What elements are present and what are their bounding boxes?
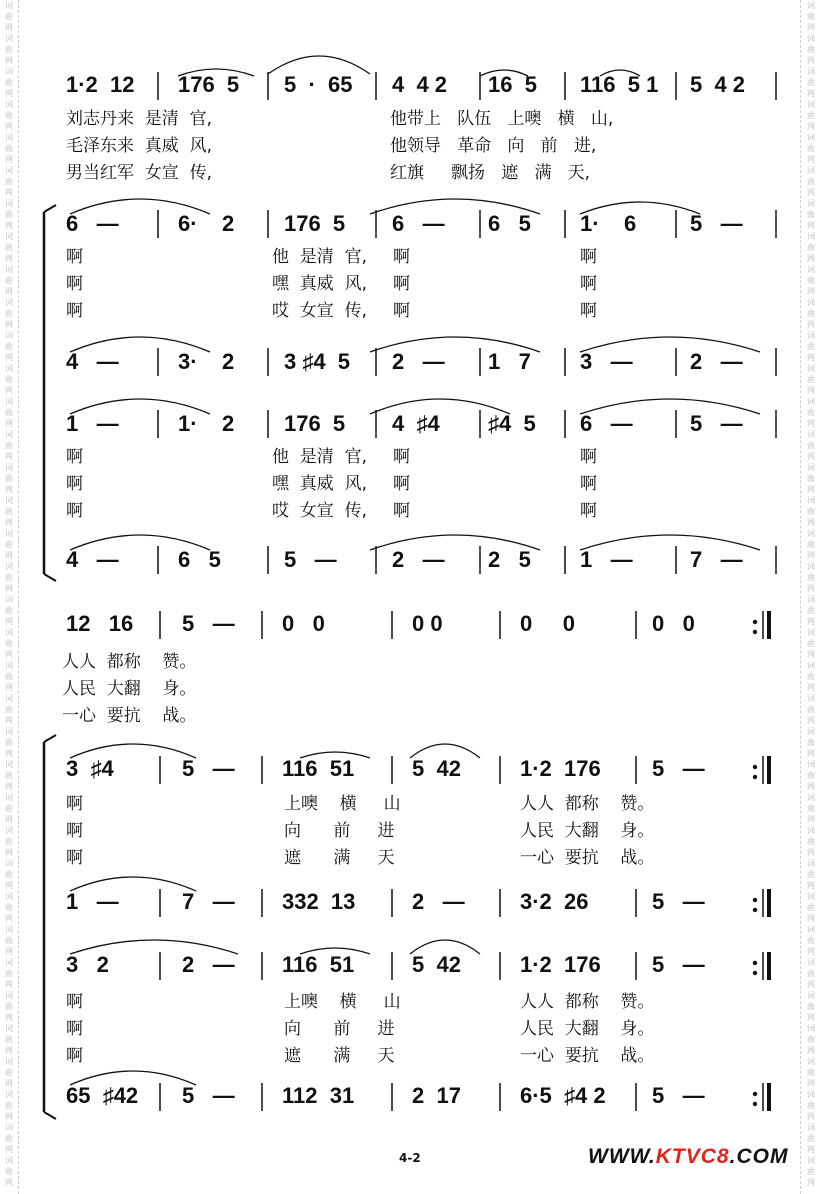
melody-note-measure: 116 5 1	[580, 72, 659, 97]
choir4-note-measure: 65 ♯42	[66, 1083, 139, 1108]
choir2-note-measure: 2 —	[392, 349, 445, 374]
repeat-dot	[753, 765, 757, 769]
choir3-lyric: 啊	[66, 992, 83, 1012]
choir1-lyric: 啊	[580, 247, 597, 267]
choir2-note-measure: 5 —	[652, 889, 705, 914]
choir3-lyric: 啊	[580, 474, 597, 494]
melody-lyric: 红旗 飘扬 遮 满 天,	[390, 163, 591, 183]
choir1-lyric: 啊	[66, 274, 83, 294]
choir1-lyric: 啊	[580, 274, 597, 294]
melody-note-measure: 176 5	[178, 72, 240, 97]
choir3-lyric: 上噢 横 山	[284, 992, 401, 1012]
choir4-note-measure: 5 —	[652, 1083, 705, 1108]
choir3-lyric: 人民 大翻 身。	[520, 1019, 655, 1039]
choir4-note-measure: 7 —	[690, 547, 743, 572]
melody-lyric: 他领导 革命 向 前 进,	[390, 136, 597, 156]
choir1-note-measure: 3 ♯4	[66, 756, 114, 781]
choir3-lyric: 哎 女宣 传,	[272, 501, 368, 521]
site-watermark	[588, 1145, 788, 1169]
choir1-note-measure: 6 —	[66, 211, 119, 236]
side-watermark-left: 词曲网词曲网词曲网词曲网词曲网词曲网词曲网词曲网词曲网词曲网词曲网词曲网词曲网词曲网词曲网词曲网词曲网词曲网词曲网词曲网词曲网词曲网词曲网词曲网词曲网词曲网词曲网词曲网词曲网词曲网词曲网词曲网词曲网词曲网词曲网词曲网	[5, 1, 13, 1187]
melody-note-measure: 5 —	[182, 611, 235, 636]
repeat-dot	[753, 620, 757, 624]
choir3-note-measure: 2 —	[182, 952, 235, 977]
choir3-note-measure: 6 —	[580, 411, 633, 436]
choir1-lyric: 向 前 进	[284, 821, 395, 841]
repeat-dot	[753, 630, 757, 634]
page-number: 4-2	[399, 1151, 421, 1165]
choir2-note-measure: 4 —	[66, 349, 119, 374]
repeat-dot	[753, 961, 757, 965]
choir-bracket	[44, 1112, 56, 1119]
choir3-note-measure: 3 2	[66, 952, 109, 977]
choir4-note-measure: 6·5 ♯4 2	[520, 1083, 606, 1108]
choir1-lyric: 上噢 横 山	[284, 794, 401, 814]
side-watermark-right: 词曲网词曲网词曲网词曲网词曲网词曲网词曲网词曲网词曲网词曲网词曲网词曲网词曲网词曲网词曲网词曲网词曲网词曲网词曲网词曲网词曲网词曲网词曲网词曲网词曲网词曲网词曲网词曲网词曲网词曲网词曲网词曲网词曲网词曲网词曲网词曲网	[807, 1, 815, 1187]
choir1-lyric: 啊	[66, 848, 83, 868]
choir4-note-measure: 2 17	[412, 1083, 461, 1108]
choir2-note-measure: 2 —	[690, 349, 743, 374]
melody-lyric: 一心 要抗 战。	[62, 706, 197, 726]
choir3-lyric: 啊	[66, 501, 83, 521]
choir4-note-measure: 5 —	[182, 1083, 235, 1108]
choir1-note-measure: 116 51	[282, 756, 355, 781]
site-watermark-part3: .COM	[729, 1145, 789, 1168]
choir3-note-measure: 1· 2	[178, 411, 235, 436]
choir2-note-measure: 3 —	[580, 349, 633, 374]
choir3-lyric: 啊	[393, 501, 410, 521]
choir2-note-measure: 3·2 26	[520, 889, 589, 914]
choir-bracket	[44, 205, 56, 212]
choir2-note-measure: 332 13	[282, 889, 356, 914]
choir3-note-measure: 5 —	[690, 411, 743, 436]
melody-note-measure: 1·2 12	[66, 72, 135, 97]
melody-note-measure: 0 0	[652, 611, 695, 636]
choir4-note-measure: 2 5	[488, 547, 531, 572]
repeat-dot	[753, 898, 757, 902]
choir4-note-measure: 2 —	[392, 547, 445, 572]
melody-note-measure: 5 4 2	[690, 72, 746, 97]
choir3-lyric: 他 是清 官,	[272, 447, 368, 467]
choir2-note-measure: 3· 2	[178, 349, 235, 374]
choir2-note-measure: 7 —	[182, 889, 235, 914]
choir3-lyric: 啊	[580, 501, 597, 521]
choir3-lyric: 啊	[66, 1046, 83, 1066]
repeat-dot	[753, 908, 757, 912]
choir2-note-measure: 3 ♯4 5	[284, 349, 351, 374]
choir1-note-measure: 1· 6	[580, 211, 637, 236]
melody-note-measure: 0 0	[282, 611, 325, 636]
choir3-lyric: 啊	[393, 474, 410, 494]
choir1-lyric: 他 是清 官,	[272, 247, 368, 267]
choir1-lyric: 遮 满 天	[284, 848, 395, 868]
choir1-lyric: 啊	[66, 301, 83, 321]
choir1-lyric: 啊	[66, 794, 83, 814]
choir2-note-measure: 1 —	[66, 889, 119, 914]
repeat-dot	[753, 1102, 757, 1106]
choir1-note-measure: 5 —	[652, 756, 705, 781]
choir3-note-measure: 176 5	[284, 411, 346, 436]
choir1-lyric: 人人 都称 赞。	[520, 794, 655, 814]
choir1-lyric: 啊	[580, 301, 597, 321]
melody-note-measure: 5 · 65	[284, 72, 353, 97]
choir1-lyric: 一心 要抗 战。	[520, 848, 655, 868]
site-watermark-part2: KTVC8	[655, 1145, 730, 1168]
choir1-note-measure: 5 —	[690, 211, 743, 236]
choir1-lyric: 嘿 真威 风,	[272, 274, 368, 294]
choir3-lyric: 嘿 真威 风,	[272, 474, 368, 494]
choir1-lyric: 啊	[66, 821, 83, 841]
choir3-lyric: 啊	[66, 447, 83, 467]
choir3-note-measure: 4 ♯4	[392, 411, 440, 436]
choir3-note-measure: 1 —	[66, 411, 119, 436]
melody-note-measure: 12 16	[66, 611, 134, 636]
choir1-lyric: 人民 大翻 身。	[520, 821, 655, 841]
choir4-note-measure: 112 31	[282, 1083, 355, 1108]
melody-note-measure: 0 0	[412, 611, 443, 636]
melody-note-measure: 0 0	[520, 611, 576, 636]
choir3-note-measure: 116 51	[282, 952, 355, 977]
choir1-note-measure: 1·2 176	[520, 756, 601, 781]
choir3-lyric: 啊	[580, 447, 597, 467]
melody-lyric: 男当红军 女宣 传,	[66, 163, 213, 183]
site-watermark-part1: WWW.	[588, 1145, 656, 1168]
melody-note-measure: 4 4 2	[392, 72, 448, 97]
choir3-note-measure: 1·2 176	[520, 952, 601, 977]
choir1-lyric: 啊	[66, 247, 83, 267]
repeat-dot	[753, 775, 757, 779]
choir3-note-measure: ♯4 5	[488, 411, 536, 436]
choir1-note-measure: 6· 2	[178, 211, 235, 236]
choir3-lyric: 啊	[66, 474, 83, 494]
melody-lyric: 刘志丹来 是清 官,	[66, 109, 213, 129]
choir1-note-measure: 176 5	[284, 211, 346, 236]
choir3-lyric: 啊	[393, 447, 410, 467]
melody-lyric: 毛泽东来 真威 风,	[66, 136, 213, 156]
choir1-lyric: 啊	[393, 247, 410, 267]
choir1-note-measure: 6 5	[488, 211, 531, 236]
choir1-lyric: 啊	[393, 274, 410, 294]
choir1-note-measure: 5 42	[412, 756, 461, 781]
choir3-lyric: 遮 满 天	[284, 1046, 395, 1066]
choir3-lyric: 一心 要抗 战。	[520, 1046, 655, 1066]
choir4-note-measure: 4 —	[66, 547, 119, 572]
melody-lyric: 人人 都称 赞。	[62, 652, 197, 672]
melody-note-measure: 16 5	[488, 72, 537, 97]
choir1-lyric: 啊	[393, 301, 410, 321]
melody-lyric: 人民 大翻 身。	[62, 679, 197, 699]
choir4-note-measure: 6 5	[178, 547, 221, 572]
choir3-lyric: 啊	[66, 1019, 83, 1039]
repeat-dot	[753, 971, 757, 975]
choir1-lyric: 哎 女宣 传,	[272, 301, 368, 321]
choir3-note-measure: 5 —	[652, 952, 705, 977]
choir1-note-measure: 6 —	[392, 211, 445, 236]
melody-lyric: 他带上 队伍 上噢 横 山,	[390, 109, 614, 129]
choir3-lyric: 人人 都称 赞。	[520, 992, 655, 1012]
choir2-note-measure: 1 7	[488, 349, 531, 374]
choir3-note-measure: 5 42	[412, 952, 461, 977]
choir1-note-measure: 5 —	[182, 756, 235, 781]
choir4-note-measure: 5 —	[284, 547, 337, 572]
choir-bracket	[44, 574, 56, 581]
choir4-note-measure: 1 —	[580, 547, 633, 572]
choir3-lyric: 向 前 进	[284, 1019, 395, 1039]
repeat-dot	[753, 1092, 757, 1096]
choir2-note-measure: 2 —	[412, 889, 465, 914]
choir-bracket	[44, 735, 56, 742]
